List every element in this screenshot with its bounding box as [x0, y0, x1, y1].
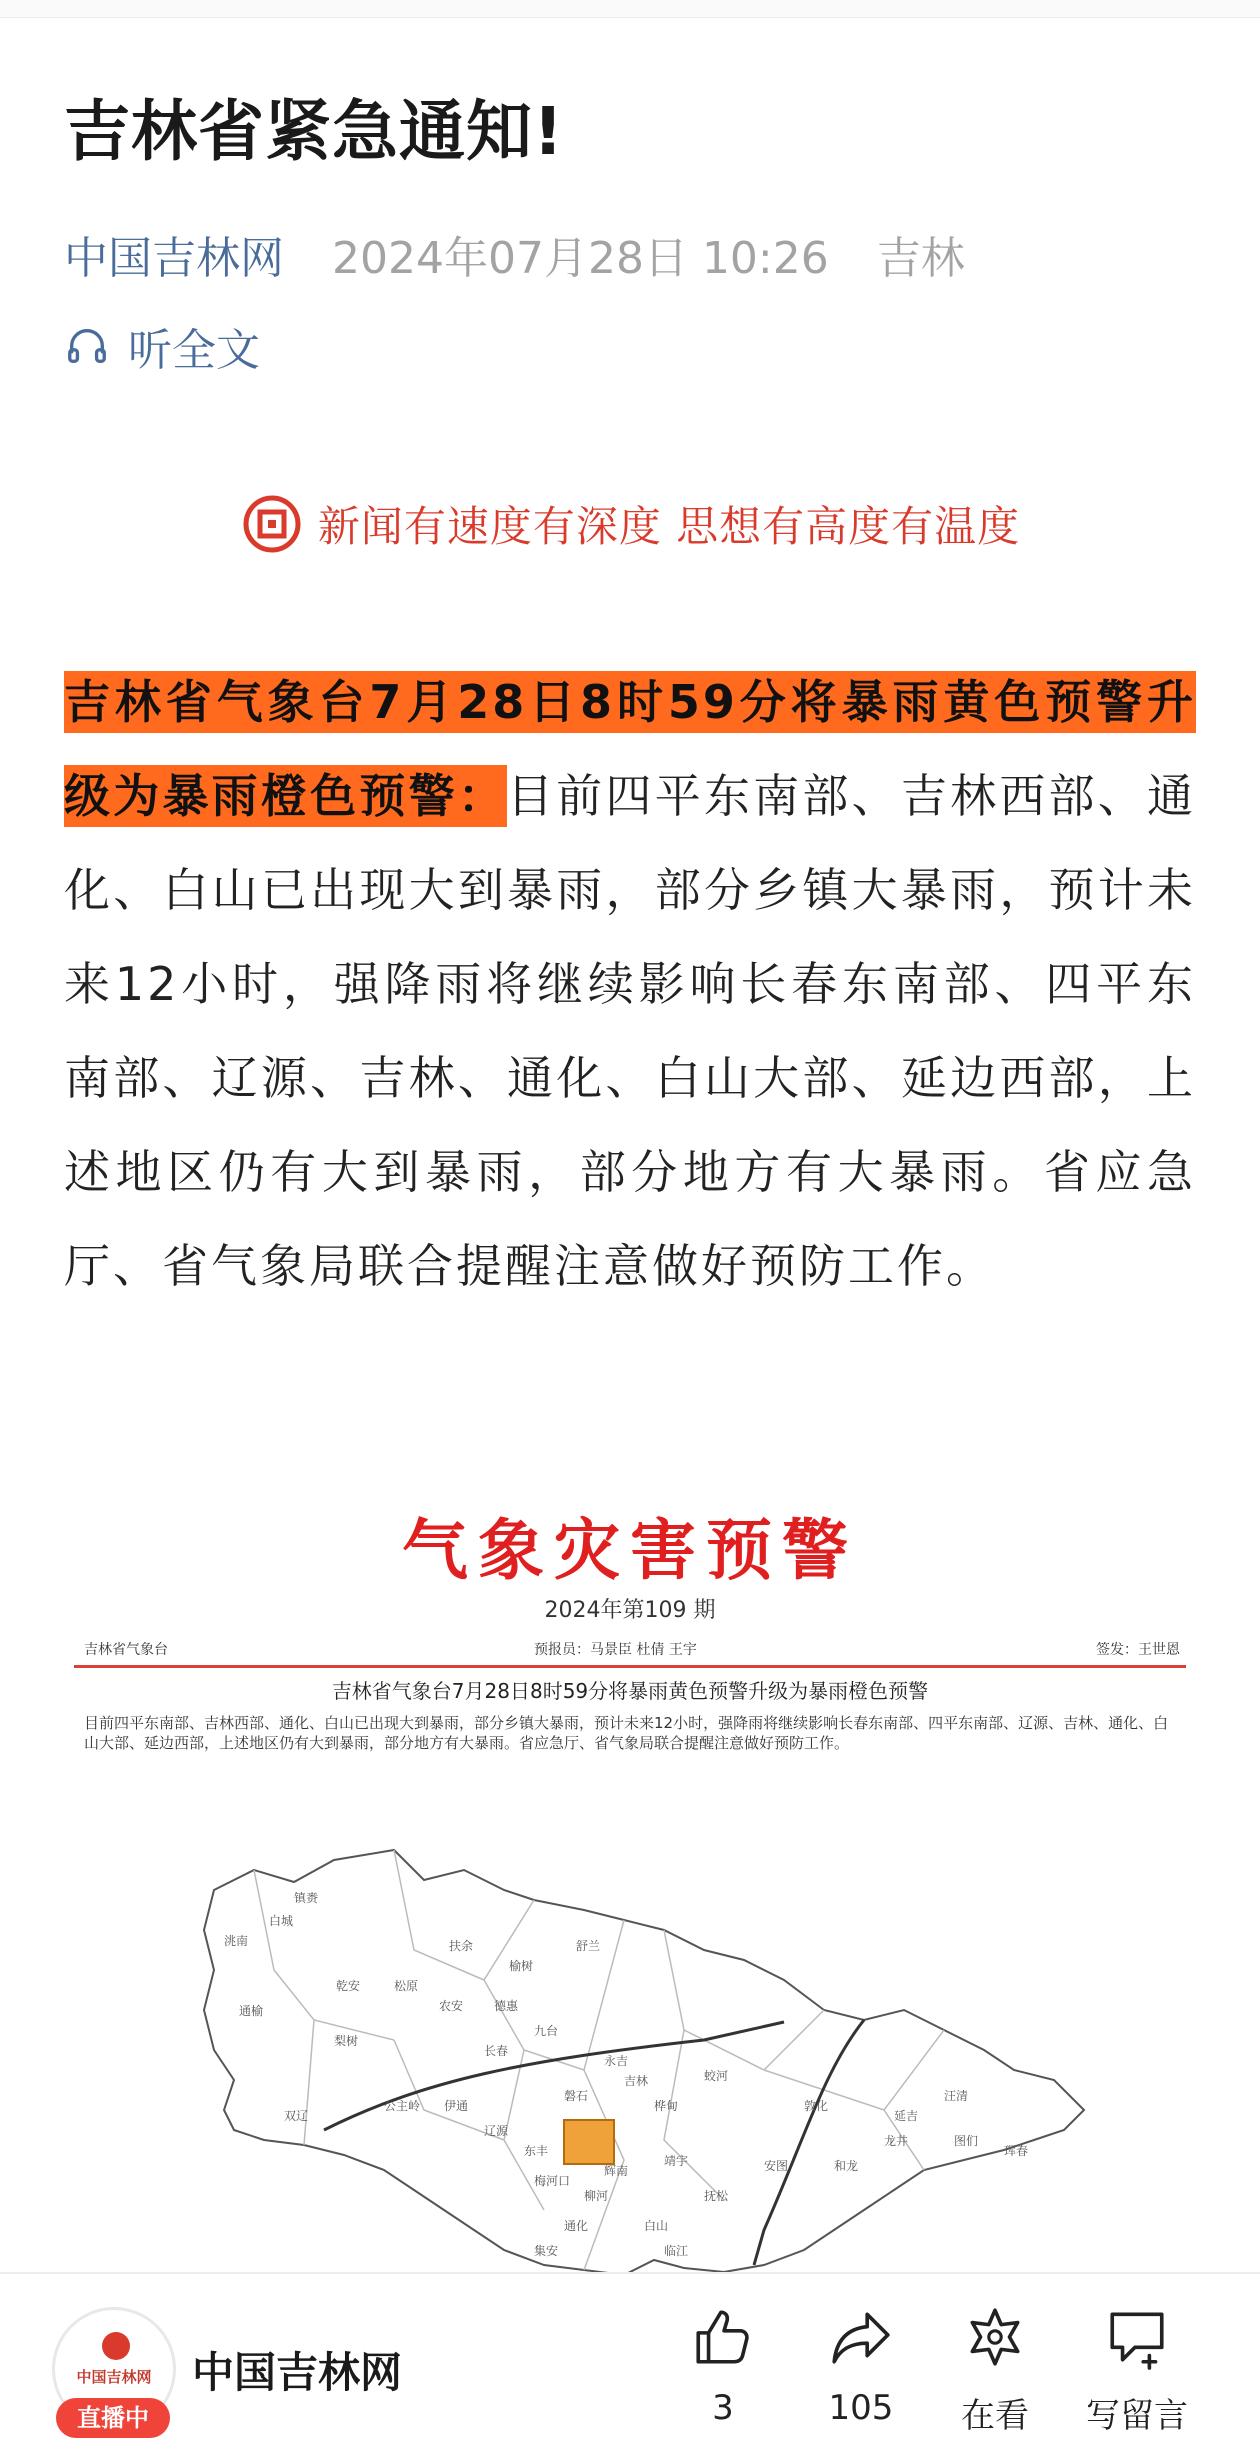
map-label: 珲春: [1004, 2144, 1029, 2158]
map-label: 梅河口: [534, 2174, 571, 2188]
map-label: 德惠: [494, 1999, 519, 2013]
comment-button[interactable]: [1072, 2304, 1202, 2437]
map-label: 桦甸: [654, 2099, 679, 2113]
share-button[interactable]: [796, 2304, 926, 2428]
channel-logo-icon: [102, 2332, 130, 2360]
map-label: 镇赉: [294, 1891, 319, 1905]
map-label: 永吉: [604, 2054, 629, 2068]
like-button[interactable]: [658, 2304, 788, 2428]
status-strip: [0, 0, 1260, 18]
map-label: 农安: [439, 1999, 464, 2013]
map-label: 安图: [764, 2159, 789, 2173]
map-label: 松原: [394, 1979, 419, 1993]
headphones-icon: [64, 323, 110, 369]
map-label: 集安: [534, 2244, 559, 2258]
map-label: 辽源: [484, 2124, 509, 2138]
map-label: 延吉: [894, 2109, 919, 2123]
map-label: 蛟河: [704, 2069, 729, 2083]
map-label: 临江: [664, 2244, 689, 2258]
slogan-text: 新闻有速度有深度 思想有高度有温度: [317, 502, 1021, 551]
newspaper-logo-icon: [240, 492, 304, 556]
map-label: 磐石: [564, 2089, 589, 2103]
listen-button[interactable]: [64, 316, 260, 376]
map-label: 东丰: [524, 2144, 549, 2158]
warning-doc-title: 气象灾害预警: [402, 1511, 858, 1589]
warning-doc-reviewers: 预报员：马景臣 杜倩 王宇: [534, 1642, 697, 1658]
map-label: 图们: [954, 2134, 979, 2148]
share-arrow-icon: [828, 2304, 894, 2370]
map-label: 长春: [484, 2044, 509, 2058]
map-label: 龙井: [884, 2134, 909, 2148]
avatar-text: 中国吉林网: [76, 2368, 152, 2386]
warning-highlight: 吉林省气象台7月28日8时59分将暴雨黄色预警升级为暴雨橙色预警：: [64, 671, 1196, 827]
map-label: 和龙: [834, 2159, 859, 2173]
view-label: 在看: [961, 2396, 1029, 2436]
comment-add-icon: [1104, 2304, 1170, 2370]
article-title: 吉林省紧急通知!: [64, 93, 565, 170]
bottom-action-bar: [0, 2272, 1260, 2458]
map-label: 抚松: [704, 2189, 729, 2203]
map-label: 白山: [644, 2219, 669, 2233]
like-count: 3: [712, 2388, 734, 2428]
map-label: 敦化: [804, 2099, 829, 2113]
map-label: 双辽: [284, 2109, 309, 2123]
map-label: 通化: [564, 2219, 589, 2233]
map-label: 公主岭: [384, 2099, 421, 2113]
map-label: 伊通: [444, 2099, 469, 2113]
warning-doc-paragraph: 目前四平东南部、吉林西部、通化、白山已出现大到暴雨，部分乡镇大暴雨，预计未来12小时，强降雨将继续影响长春东南部、四平东南部、辽源、吉林、通化、白山大部、延边西部，上述地区仍有大到暴雨，部分地方有大暴雨。省应急厅、省气象局联合提醒注意做好预防工作。: [84, 1714, 1169, 1752]
map-label: 榆树: [509, 1959, 534, 1973]
province-outline: [204, 1850, 1084, 2275]
map-label: 白城: [269, 1914, 294, 1928]
warning-doc-rule: [74, 1665, 1186, 1668]
thumbs-up-icon: [690, 2304, 756, 2370]
map-label: 洮南: [224, 1934, 249, 1948]
map-label: 通榆: [239, 2004, 264, 2018]
publish-date: 2024年07月28日 10:26: [332, 233, 829, 284]
article-meta: [64, 222, 965, 286]
warning-map: [64, 1810, 1196, 2275]
listen-label: 听全文: [128, 325, 260, 376]
star-flower-icon: [962, 2304, 1028, 2370]
warning-doc-issuer: 吉林省气象台: [84, 1642, 168, 1658]
warning-doc-subtitle: 吉林省气象台7月28日8时59分将暴雨黄色预警升级为暴雨橙色预警: [331, 1679, 929, 1703]
warning-doc-issue: 2024年第109 期: [544, 1598, 716, 1623]
map-label: 乾安: [336, 1979, 361, 1993]
warning-image[interactable]: [64, 1475, 1196, 2275]
orange-warning-marker: [564, 2120, 614, 2164]
map-label: 辉南: [604, 2164, 629, 2178]
channel-name[interactable]: 中国吉林网: [192, 2348, 403, 2397]
live-badge[interactable]: 直播中: [56, 2398, 170, 2438]
article-body: [64, 655, 1196, 1313]
view-button[interactable]: [930, 2304, 1060, 2437]
article-paragraph: 目前四平东南部、吉林西部、通化、白山已出现大到暴雨，部分乡镇大暴雨，预计未来12小时，强降雨将继续影响长春东南部、四平东南部、辽源、吉林、通化、白山大部、延边西部，上述地区仍有大到暴雨，部分地方有大暴雨。省应急厅、省气象局联合提醒注意做好预防工作。: [64, 769, 1197, 1293]
slogan-banner: [64, 492, 1196, 556]
comment-label: 写留言: [1086, 2396, 1188, 2436]
publish-location: 吉林: [876, 233, 965, 284]
map-label: 舒兰: [576, 1939, 601, 1953]
map-label: 梨树: [334, 2034, 359, 2048]
map-label: 汪清: [944, 2089, 969, 2103]
share-count: 105: [828, 2388, 894, 2428]
source-link[interactable]: 中国吉林网: [64, 233, 284, 284]
map-label: 柳河: [584, 2189, 609, 2203]
warning-doc-signer: 签发：王世恩: [1096, 1642, 1180, 1658]
map-label: 扶余: [449, 1939, 474, 1953]
map-label: 九台: [534, 2024, 559, 2038]
map-label: 吉林: [624, 2074, 649, 2088]
map-label: 靖宇: [664, 2154, 689, 2168]
